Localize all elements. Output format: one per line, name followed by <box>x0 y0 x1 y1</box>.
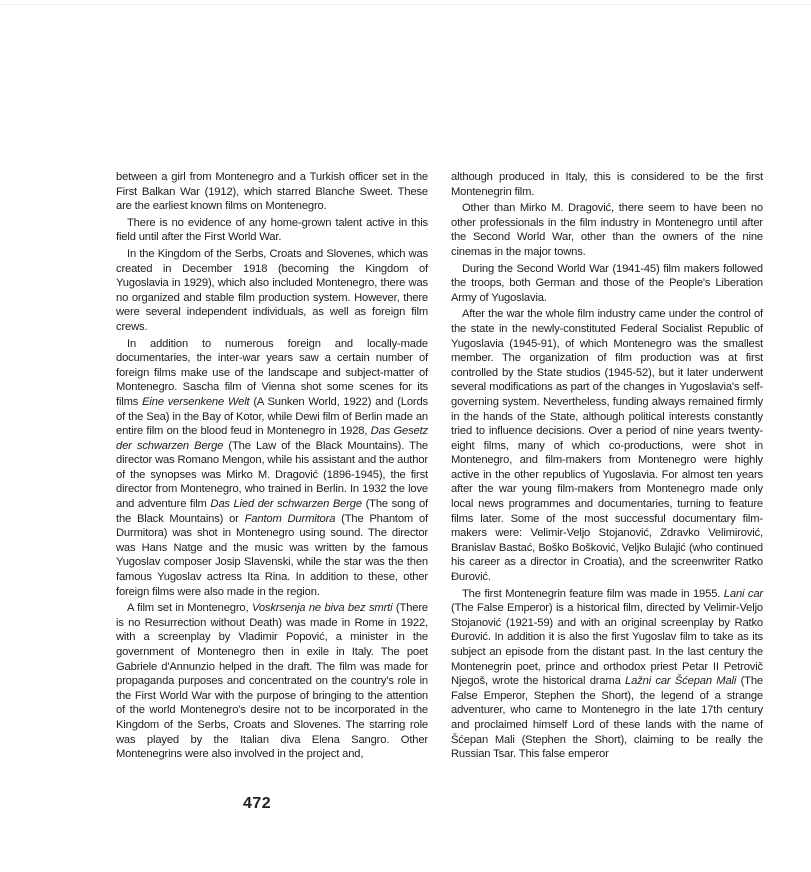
paragraph: between a girl from Montenegro and a Turkish officer set in the First Balkan War (1912), which starred Blanche Sweet. These are the earliest known films on Montenegro. <box>116 171 428 213</box>
top-edge-line <box>0 4 811 5</box>
film-title: Fantom Durmitora <box>244 512 336 525</box>
film-title: Das Lied der schwarzen Berge <box>210 498 362 511</box>
right-column <box>451 170 763 762</box>
text-run: (The Law of the Black Mountains). The director was Romano Mengon, while his assistant and the author of the synopses was Mirko M. Dragović (1896-1945), the first director from Montenegro, who trained in Berlin. In 1932 the love and adventure film <box>116 439 428 511</box>
film-title: Lažni car Šćepan Mali <box>625 675 737 688</box>
page-number: 472 <box>243 795 272 812</box>
film-title: Lani car <box>723 587 764 600</box>
paragraph: There is no evidence of any home-grown talent active in this field until after the First World War. <box>116 216 428 244</box>
paragraph <box>451 587 763 762</box>
film-title: Voskrsenja ne biva bez smrti <box>251 602 393 615</box>
paragraph: In the Kingdom of the Serbs, Croats and Slovenes, which was created in December 1918 (becoming the Kingdom of Yugoslavia in 1929), which also included Montenegro, there was no organized and stable film production system. However, there were several independent individuals, as well as foreign film crews. <box>116 247 428 333</box>
paragraph: During the Second World War (1941-45) film makers followed the troops, both German and those of the People's Liberation Army of Yugoslavia. <box>451 262 763 304</box>
paragraph: although produced in Italy, this is considered to be the first Montenegrin film. <box>451 171 763 198</box>
paragraph <box>116 601 428 762</box>
text-run: In addition to numerous foreign and locally-made documentaries, the inter-war years saw a certain number of foreign films make use of the landscape and subject-matter of Montenegro. Sascha film of Vienna shot some scenes for its films <box>116 337 428 408</box>
text-run: (There is no Resurrection without Death) was made in Rome in 1922, with a screenplay by Vladimir Popović, a minister in the government of Montenegro then in exile in Italy. The poet Gabriele d'Annunzio helped in the draft. The film was made for propaganda purposes and concentrated on the country's role in the First World War with the purpose of bringing to the attention of the world Montenegro's desire not to be incorporated in the Kingdom of the Serbs, Croats and Slovenes. The starring role was played by the Italian diva Elena Sangro. Other Montenegrins were also involved in the project and, <box>116 602 428 761</box>
paragraph <box>116 337 428 600</box>
text-run: A film set in Montenegro, <box>127 602 252 615</box>
paragraph: Other than Mirko M. Dragović, there seem to have been no other professionals in the film industry in Montenegro until after the Second World War, other than the owners of the nine cinemas in the major towns. <box>451 202 763 258</box>
film-title: Das Gesetz der schwarzen Berge <box>116 425 428 452</box>
text-run: (The False Emperor) is a historical film, directed by Velimir-Veljo Stojanović (1921-59) and with an original screenplay by Ratko Đurović. In addition it is also the first Yugoslav film to take as its subject an episode from the distant past. In the last century the Montenegrin poet, prince and orthodox priest Petar II Petrovič Njegoš, wrote the historical drama <box>451 602 763 688</box>
text-run: (The song of the Black Mountains) or <box>116 498 429 525</box>
film-title: Eine versenkene Welt <box>142 395 250 408</box>
text-run: (The False Emperor, Stephen the Short), the legend of a strange adventurer, who came to Montenegro in the late 17th century and proclaimed himself Lord of these lands with the name of Šćepan Mali (Stephen the Short), claiming to be really the Russian Tsar. This false emperor <box>451 675 763 761</box>
text-run: The first Montenegrin feature film was made in 1955. <box>462 587 724 600</box>
text-run: (A Sunken World, 1922) and (Lords of the Sea) in the Bay of Kotor, while Dewi film of Berlin made an entire film on the blood feud in Montenegro in 1928, <box>116 395 428 438</box>
text-run: (The Phantom of Durmitora) was shot in Montenegro using sound. The director was Hans Natge and the music was written by the famous Yugoslav composer Josip Slavenski, while the star was the then famous Yugoslav actress Ita Rina. In addition to these, other foreign films were also made in the region. <box>116 512 428 598</box>
left-column <box>116 170 428 762</box>
paragraph: After the war the whole film industry came under the control of the state in the newly-constituted Federal Socialist Republic of Yugoslavia (1945-91), of which Montenegro was the smallest member. The organization of film production was at first controlled by the State studios (1945-52), but it later underwent several modifications as part of the changes in Yugoslavia's self-governing system. Nevertheless, funding always remained firmly in the hands of the State, although political interests constantly tried to influence decisions. Over a period of nine years twenty-eight films, many of which co-productions, were shot in Montenegro, and film-makers from Montenegro were highly active in the other republics of Yugoslavia. For almost ten years after the war young film-makers from Montenegro made only local news programmes and documentaries, turning to feature films later. Some of the most successful documentary film-makers were: Velimir-Veljo Stojanović, Zdravko Velimirović, Branislav Bastać, Boško Bošković, Veljko Bulajić (who continued his career as a director in Croatia), and the screenwriter Ratko Đurović. <box>451 308 763 584</box>
